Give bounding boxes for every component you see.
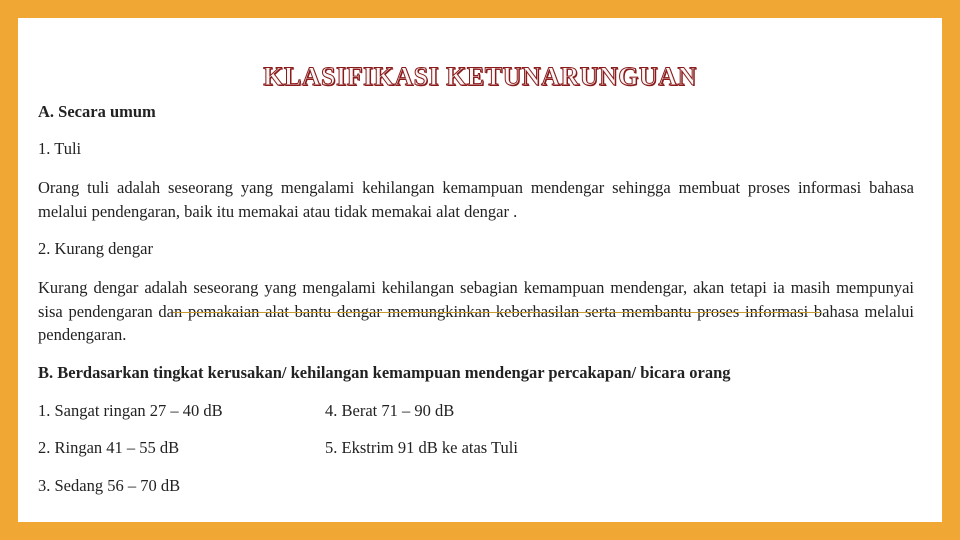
slide-title: KLASIFIKASI KETUNARUNGUAN <box>263 62 697 91</box>
item-tuli-text: Orang tuli adalah seseorang yang mengalami kehilangan kemampuan mendengar sehingga membuat proses informasi bahasa melalui pendengaran, baik itu memakai atau tidak memakai alat dengar . <box>38 178 914 221</box>
level-list-item: 1. Sangat ringan 27 – 40 dB <box>38 401 223 420</box>
item-kurang-dengar-label: 2. Kurang dengar <box>38 239 154 258</box>
highlight-underline <box>173 312 821 313</box>
item-tuli-label: 1. Tuli <box>38 139 82 158</box>
level-list-item: 2. Ringan 41 – 55 dB <box>38 438 180 457</box>
item-kurang-dengar-text: Kurang dengar adalah seseorang yang mengalami kehilangan sebagian kemampuan mendengar, akan tetapi ia masih mempunyai sisa pendengaran dan pemakaian alat bantu dengar memungkinkan keberhasilan serta membantu proses informasi bahasa melalui pendengaran. <box>38 278 914 344</box>
slide <box>18 18 942 522</box>
level-list-item: 4. Berat 71 – 90 dB <box>325 401 455 420</box>
level-list-item: 3. Sedang 56 – 70 dB <box>38 476 181 495</box>
level-list-item: 5. Ekstrim 91 dB ke atas Tuli <box>325 438 518 457</box>
section-b-heading: B. Berdasarkan tingkat kerusakan/ kehilangan kemampuan mendengar percakapan/ bicara orang <box>38 363 731 382</box>
section-a-heading: A. Secara umum <box>38 102 156 121</box>
